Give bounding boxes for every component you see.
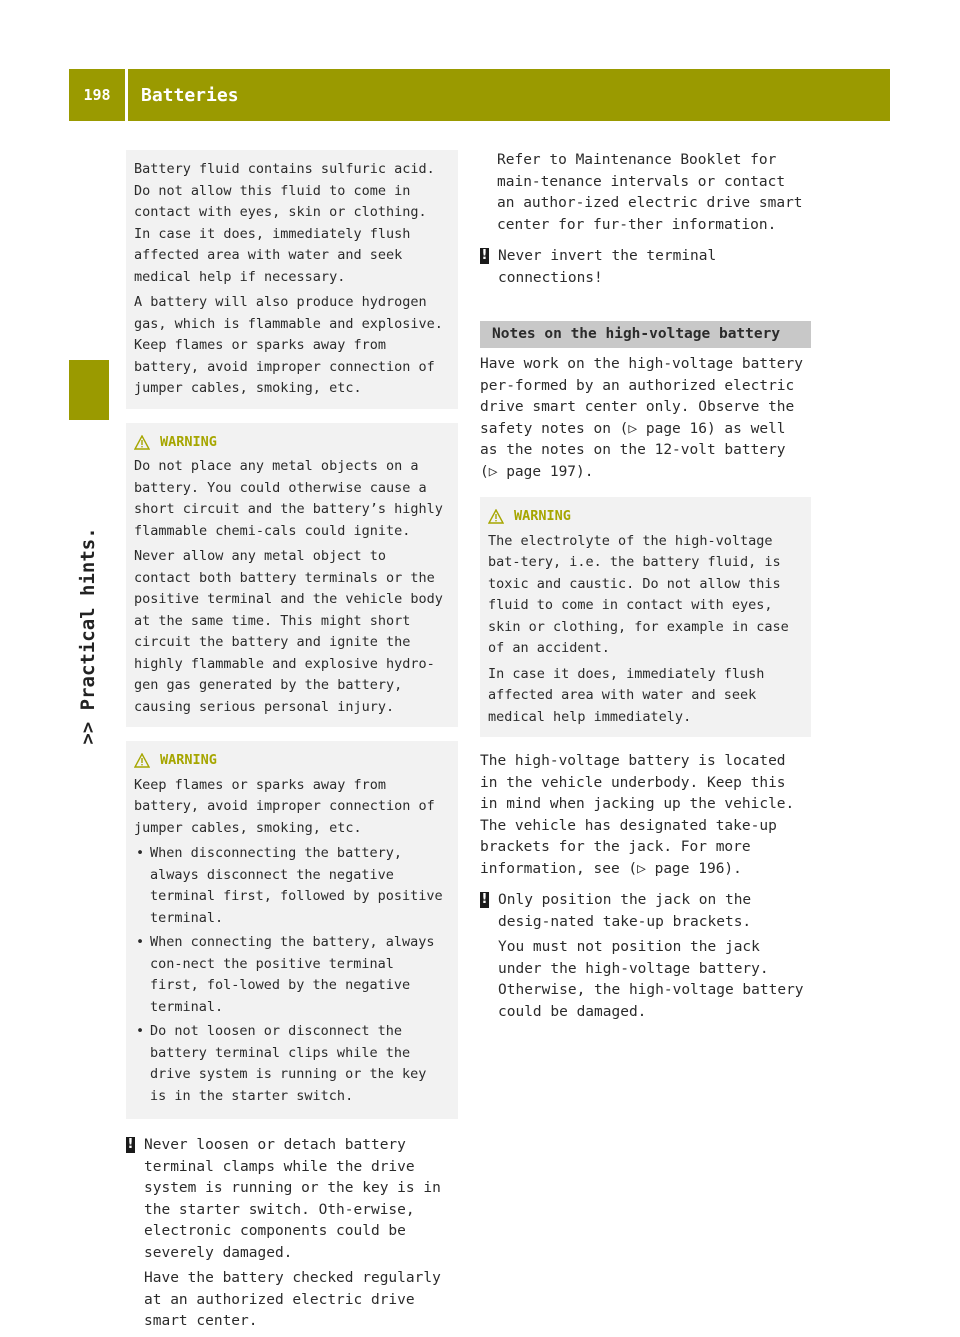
warning-box-metal xyxy=(126,423,458,728)
warning-paragraph: In case it does, immediately flush affected area with water and seek medical help immediately. xyxy=(488,665,765,725)
warning-label: WARNING xyxy=(160,752,217,768)
continued-text: Refer to Maintenance Booklet for main-tenance intervals or contact an author-ized electric drive smart center for fur-ther information. xyxy=(497,152,803,233)
note-terminal-clamps xyxy=(126,1135,458,1333)
left-column xyxy=(126,150,458,1337)
note-paragraph: Never invert the terminal connections! xyxy=(498,248,717,286)
warning-paragraph: The electrolyte of the high-voltage bat-tery, i.e. the battery fluid, is toxic and caustic. Do not allow this fluid to come in contact with eyes, skin or clothing, for example in case of an accident. xyxy=(488,532,789,656)
warning-box-electrolyte xyxy=(480,497,811,737)
section-intro: Have work on the high-voltage battery per-formed by an authorized electric drive smart center only. Observe the safety notes on (▷ page 16) as well as the notes on the 12-volt battery (▷ page 197). xyxy=(480,356,804,480)
exclamation-icon: ! xyxy=(481,248,488,263)
location-text: The high-voltage battery is located in the vehicle underbody. Keep this in mind when jacking up the vehicle. The vehicle has designated take-up brackets for the jack. For more information, see (▷ page 196). xyxy=(480,753,795,877)
warning-label: WARNING xyxy=(514,508,571,524)
note-paragraph: Have the battery checked regularly at an authorized electric drive smart center. xyxy=(144,1270,441,1329)
warning-heading xyxy=(488,506,803,528)
warning-paragraph: Do not place any metal objects on a battery. You could otherwise cause a short circuit and the battery’s highly flammable chemi-cals could ignite. xyxy=(134,458,443,539)
section-heading: Notes on the high-voltage battery xyxy=(480,321,811,348)
warning-bullet-list xyxy=(134,843,450,1107)
list-item: • When connecting the battery, always con-nect the positive terminal first, fol-lowed by the negative terminal. xyxy=(134,932,450,1018)
note-paragraph: Never loosen or detach battery terminal clamps while the drive system is running or the key is in the starter switch. Oth-erwise, electronic components could be severely damaged. xyxy=(144,1137,441,1261)
header-divider xyxy=(125,69,128,121)
box-paragraph: Battery fluid contains sulfuric acid. Do not allow this fluid to come in contact with eyes, skin or clothing. In case it does, immediately flush affected area with water and seek medical help if necessary. xyxy=(134,161,435,285)
note-invert-terminals xyxy=(480,246,811,289)
acid-info-box xyxy=(126,150,458,409)
warning-paragraph: Keep flames or sparks away from battery, avoid improper connection of jumper cables, smoking, etc. xyxy=(134,776,435,836)
note-paragraph: You must not position the jack under the high-voltage battery. Otherwise, the high-voltage battery could be damaged. xyxy=(498,939,804,1020)
list-item: • Do not loosen or disconnect the battery terminal clips while the drive system is running or the key is in the starter switch. xyxy=(134,1021,450,1107)
exclamation-icon: ! xyxy=(127,1137,134,1152)
warning-paragraph: Never allow any metal object to contact both battery terminals or the positive terminal and the vehicle body at the same time. This might short circuit the battery and ignite the highly flammable and explosive hydro-gen gas generated by the battery, causing serious personal injury. xyxy=(134,548,443,715)
warning-label: WARNING xyxy=(160,433,217,450)
warning-heading xyxy=(134,432,450,454)
page-number: 198 xyxy=(83,86,111,104)
warning-triangle-icon xyxy=(134,435,150,450)
section-tab-marker xyxy=(69,360,109,420)
exclamation-icon: ! xyxy=(481,892,488,907)
warning-triangle-icon xyxy=(488,509,504,524)
warning-box-flames xyxy=(126,741,458,1119)
note-paragraph: Only position the jack on the desig-nated take-up brackets. xyxy=(498,892,752,930)
warning-heading xyxy=(134,750,450,772)
warning-triangle-icon xyxy=(134,753,150,768)
right-column xyxy=(480,150,811,1027)
side-chapter-label: >> Practical hints. xyxy=(77,527,99,745)
box-paragraph: A battery will also produce hydrogen gas, which is flammable and explosive. Keep flames or sparks away from battery, avoid improper connection of jumper cables, smoking, etc. xyxy=(134,294,443,396)
page-title: Batteries xyxy=(141,84,239,106)
list-item: • When disconnecting the battery, always disconnect the negative terminal first, followed by positive terminal. xyxy=(134,843,450,929)
note-jack-position xyxy=(480,890,811,1023)
